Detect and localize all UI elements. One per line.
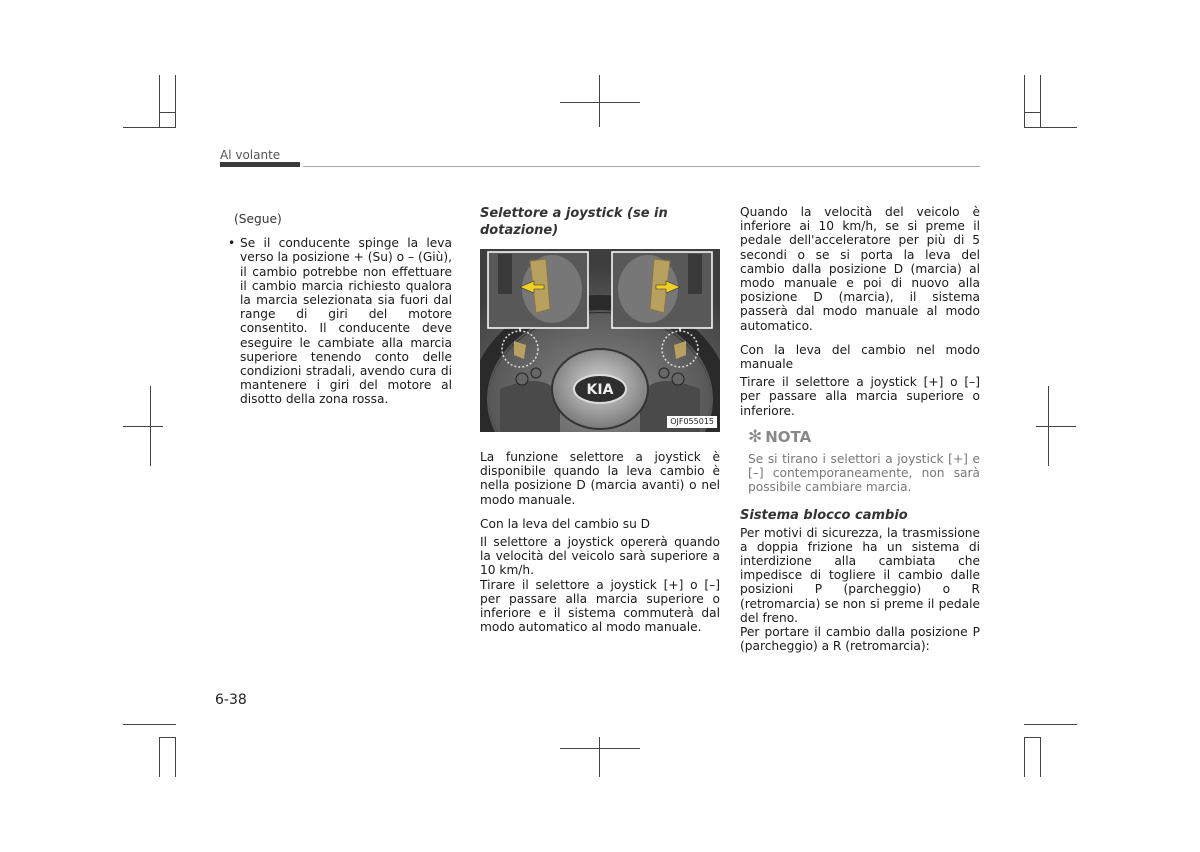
crop-mark bbox=[1024, 724, 1077, 725]
steering-wheel-illustration bbox=[480, 249, 720, 432]
header-bar bbox=[220, 162, 300, 167]
section-header: Al volante bbox=[220, 148, 281, 162]
section-heading-shift-lock: Sistema blocco cambio bbox=[740, 507, 908, 523]
crop-mark bbox=[1036, 426, 1076, 427]
crop-mark bbox=[123, 127, 176, 128]
paragraph: La funzione selettore a joystick è disponibile quando la leva cambio è nella posizione D (marcia avanti) o nel modo manuale. bbox=[480, 450, 720, 507]
crop-mark bbox=[160, 737, 176, 738]
figure-code: OJF055015 bbox=[667, 416, 717, 428]
crop-mark bbox=[560, 102, 640, 103]
asterisk-icon: ✻ bbox=[748, 426, 763, 447]
column-middle bbox=[480, 205, 720, 634]
paragraph: Tirare il selettore a joystick [+] o [–] per passare alla marcia superiore o inferiore e il sistema commuterà dal modo automatico al modo manuale. bbox=[480, 577, 720, 635]
note-text: Se si tirano i selettori a joystick [+] e [–] contemporaneamente, non sarà possibile cambiare marcia. bbox=[748, 452, 980, 495]
crop-mark bbox=[123, 724, 176, 725]
note-title bbox=[748, 426, 980, 447]
column-right bbox=[740, 205, 980, 653]
steering-wheel-figure bbox=[480, 249, 720, 432]
page-number: 6-38 bbox=[215, 692, 247, 708]
crop-mark bbox=[1040, 75, 1041, 127]
paragraph: Per motivi di sicurezza, la trasmissione a doppia frizione ha un sistema di interdizione alla cambiata che impedisce di togliere il cambio dalle posizioni P (parcheggio) o R (retromarcia) se non si preme il pedale del freno. bbox=[740, 525, 980, 625]
paragraph: Il selettore a joystick opererà quando la velocità del veicolo sarà superiore a 10 km/h. bbox=[480, 535, 720, 578]
crop-mark bbox=[175, 75, 176, 127]
crop-mark bbox=[599, 737, 600, 777]
crop-mark bbox=[1024, 127, 1077, 128]
crop-mark bbox=[1040, 737, 1041, 777]
paragraph: Quando la velocità del veicolo è inferiore ai 10 km/h, se si preme il pedale dell'acceleratore per più di 5 secondi o se si porta la leva del cambio dalla posizione D (marcia) al modo manuale e poi di nuovo alla posizione D (marcia), il sistema passerà dal modo manuale al modo automatico. bbox=[740, 205, 980, 333]
paragraph: Tirare il selettore a joystick [+] o [–] per passare alla marcia superiore o inferiore. bbox=[740, 375, 980, 418]
section-heading-joystick: Selettore a joystick (se in dotazione) bbox=[480, 206, 668, 238]
crop-mark bbox=[160, 112, 176, 113]
crop-mark bbox=[599, 75, 600, 127]
crop-mark bbox=[123, 426, 163, 427]
note-label: NOTA bbox=[765, 427, 812, 446]
bullet-item bbox=[228, 236, 452, 406]
crop-mark bbox=[175, 737, 176, 777]
bullet-symbol: • bbox=[228, 236, 236, 251]
crop-mark bbox=[1024, 75, 1025, 127]
header-rule bbox=[303, 166, 980, 167]
crop-mark bbox=[159, 737, 160, 777]
crop-mark bbox=[1024, 112, 1040, 113]
crop-mark bbox=[159, 75, 160, 127]
crop-mark bbox=[1024, 737, 1040, 738]
column-left bbox=[228, 212, 452, 407]
brand-logo: KIA bbox=[586, 382, 614, 398]
bullet-text: Se il conducente spinge la leva verso la posizione + (Su) o – (Giù), il cambio potrebbe non effettuare il cambio marcia richiesto qualora la marcia selezionata sia fuori dal range di giri del motore consentito. Il conducente deve eseguire le cambiate alla marcia superiore tenendo conto delle condizioni stradali, avendo cura di mantenere i giri del motore al disotto della zona rossa. bbox=[240, 236, 452, 407]
crop-mark bbox=[560, 748, 640, 749]
continued-label: (Segue) bbox=[234, 212, 282, 226]
paragraph: Per portare il cambio dalla posizione P (parcheggio) a R (retromarcia): bbox=[740, 625, 980, 654]
note-box bbox=[748, 426, 980, 495]
crop-mark bbox=[1024, 737, 1025, 777]
subheading: Con la leva del cambio su D bbox=[480, 516, 651, 531]
subheading: Con la leva del cambio nel modo manuale bbox=[740, 342, 980, 372]
